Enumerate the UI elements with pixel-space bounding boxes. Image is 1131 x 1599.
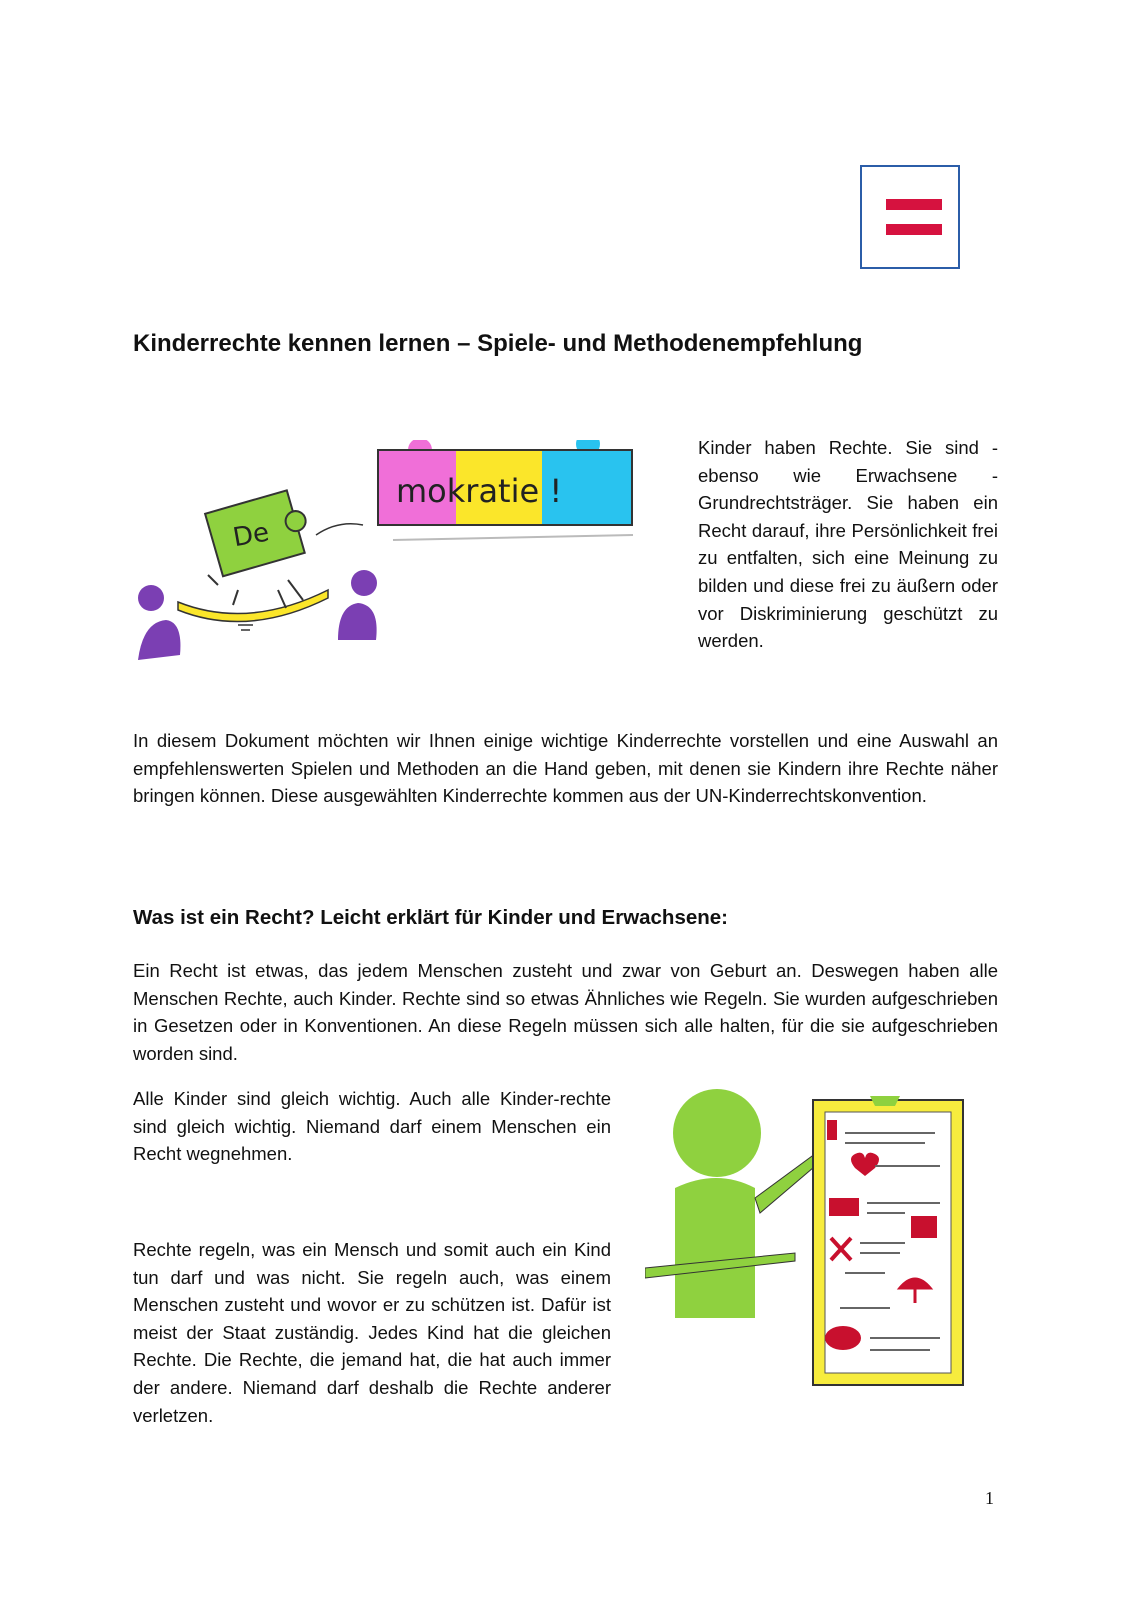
person-right-body	[338, 603, 377, 640]
democracy-puzzle-illustration	[138, 440, 653, 670]
book-icon	[829, 1198, 859, 1216]
presenter-body	[675, 1178, 755, 1318]
family-icon	[911, 1216, 937, 1238]
rights-board-illustration	[645, 1088, 990, 1408]
puzzle-piece-legs	[208, 575, 303, 608]
trampoline-spring	[238, 625, 253, 630]
equality-paragraph: Alle Kinder sind gleich wichtig. Auch alle Kinder-rechte sind gleich wichtig. Niemand darf einem Menschen ein Recht wegnehmen.	[133, 1088, 611, 1165]
puzzle-text-mokratie: mokratie !	[396, 472, 563, 510]
exclamation-icon	[827, 1120, 837, 1140]
puzzle-text-de: De	[230, 517, 272, 554]
intro-paragraph: Kinder haben Rechte. Sie sind - ebenso wie Erwachsene - Grundrechtsträger. Sie haben ein Recht darauf, ihre Persönlichkeit frei zu entfalten, sich eine Meinung zu bilden und diese frei zu äußern oder vor Diskriminierung geschützt zu werden.	[698, 437, 998, 652]
logo	[860, 165, 960, 269]
person-left-head	[138, 585, 164, 611]
trampoline	[178, 590, 328, 622]
person-left-body	[138, 620, 180, 660]
definition-paragraph: Ein Recht ist etwas, das jedem Menschen zusteht und zwar von Geburt an. Deswegen haben alle Menschen Rechte, auch Kinder. Rechte sind so etwas Ähnliches wie Regeln. Sie wurden aufgeschrieben in Gesetzen oder in Konventionen. An diese Regeln müssen sich alle halten, für die sie aufgeschrieben worden sind.	[133, 960, 998, 1064]
puzzle-shadow	[393, 535, 633, 540]
speech-bubble-icon	[825, 1326, 861, 1350]
person-right-head	[351, 570, 377, 596]
document-intro-paragraph: In diesem Dokument möchten wir Ihnen einige wichtige Kinderrechte vorstellen und eine Auswahl an empfehlenswerten Spielen und Methoden an die Hand geben, mit denen sie Kindern ihre Rechte näher bringen können. Diese ausgewählten Kinderrechte kommen aus der UN-Kinderrechtskonvention.	[133, 730, 998, 807]
logo-bar-top	[886, 199, 942, 210]
logo-bar-bottom	[886, 224, 942, 235]
page-title: Kinderrechte kennen lernen – Spiele- und Methodenempfehlung	[133, 330, 863, 357]
section-heading: Was ist ein Recht? Leicht erklärt für Kinder und Erwachsene:	[133, 906, 729, 929]
puzzle-piece-arm	[316, 524, 363, 535]
presenter-head	[673, 1089, 761, 1177]
board-clip	[870, 1096, 900, 1106]
page-number: 1	[985, 1488, 994, 1508]
rules-paragraph: Rechte regeln, was ein Mensch und somit auch ein Kind tun darf und was nicht. Sie regeln auch, was einem Menschen zusteht und wovor er zu schützen ist. Dafür ist meist der Staat zuständig. Jedes Kind hat die gleichen Rechte. Die Rechte, die jemand hat, die hat auch immer der andere. Niemand darf deshalb die Rechte anderer verletzen.	[133, 1239, 611, 1426]
